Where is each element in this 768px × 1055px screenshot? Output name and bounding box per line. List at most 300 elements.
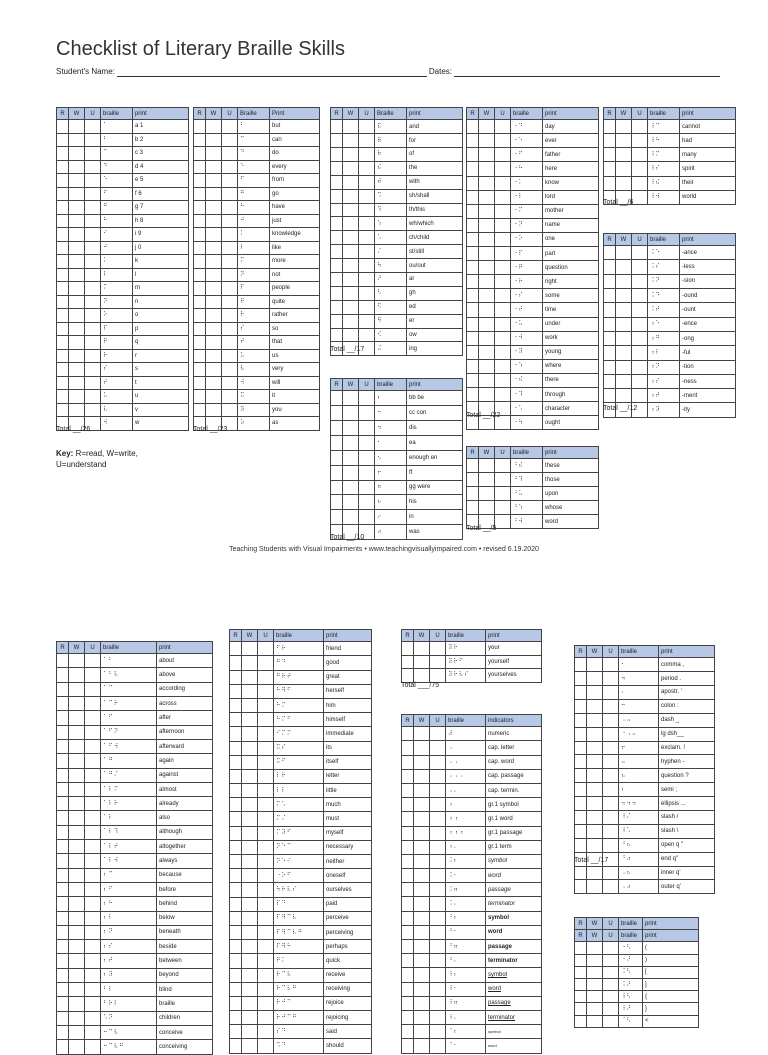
write-checkbox-cell[interactable] xyxy=(616,374,632,388)
read-checkbox-cell[interactable] xyxy=(57,268,69,282)
write-checkbox-cell[interactable] xyxy=(414,755,430,769)
read-checkbox-cell[interactable] xyxy=(575,1015,587,1027)
read-checkbox-cell[interactable] xyxy=(467,373,479,387)
read-checkbox-cell[interactable] xyxy=(230,1025,242,1039)
write-checkbox-cell[interactable] xyxy=(242,982,258,996)
write-checkbox-cell[interactable] xyxy=(414,642,430,656)
write-checkbox-cell[interactable] xyxy=(69,697,85,711)
read-checkbox-cell[interactable] xyxy=(230,727,242,741)
write-checkbox-cell[interactable] xyxy=(479,218,495,232)
write-checkbox-cell[interactable] xyxy=(69,711,85,725)
understand-checkbox-cell[interactable] xyxy=(603,699,619,713)
write-checkbox-cell[interactable] xyxy=(479,303,495,317)
understand-checkbox-cell[interactable] xyxy=(258,741,274,755)
understand-checkbox-cell[interactable] xyxy=(603,824,619,838)
understand-checkbox-cell[interactable] xyxy=(495,515,511,529)
read-checkbox-cell[interactable] xyxy=(57,725,69,739)
read-checkbox-cell[interactable] xyxy=(331,217,343,231)
read-checkbox-cell[interactable] xyxy=(402,1010,414,1024)
write-checkbox-cell[interactable] xyxy=(69,768,85,782)
understand-checkbox-cell[interactable] xyxy=(85,1025,101,1039)
write-checkbox-cell[interactable] xyxy=(343,120,359,134)
read-checkbox-cell[interactable] xyxy=(57,825,69,839)
write-checkbox-cell[interactable] xyxy=(242,883,258,897)
understand-checkbox-cell[interactable] xyxy=(258,855,274,869)
understand-checkbox-cell[interactable] xyxy=(430,826,446,840)
write-checkbox-cell[interactable] xyxy=(206,201,222,215)
write-checkbox-cell[interactable] xyxy=(343,406,359,421)
read-checkbox-cell[interactable] xyxy=(331,300,343,314)
read-checkbox-cell[interactable] xyxy=(402,954,414,968)
understand-checkbox-cell[interactable] xyxy=(430,798,446,812)
write-checkbox-cell[interactable] xyxy=(242,642,258,656)
write-checkbox-cell[interactable] xyxy=(479,373,495,387)
understand-checkbox-cell[interactable] xyxy=(222,295,238,309)
understand-checkbox-cell[interactable] xyxy=(85,797,101,811)
understand-checkbox-cell[interactable] xyxy=(632,360,648,374)
read-checkbox-cell[interactable] xyxy=(331,465,343,480)
read-checkbox-cell[interactable] xyxy=(230,897,242,911)
understand-checkbox-cell[interactable] xyxy=(359,495,375,510)
write-checkbox-cell[interactable] xyxy=(69,854,85,868)
understand-checkbox-cell[interactable] xyxy=(85,782,101,796)
write-checkbox-cell[interactable] xyxy=(69,840,85,854)
understand-checkbox-cell[interactable] xyxy=(258,656,274,670)
understand-checkbox-cell[interactable] xyxy=(85,754,101,768)
read-checkbox-cell[interactable] xyxy=(402,826,414,840)
read-checkbox-cell[interactable] xyxy=(57,782,69,796)
write-checkbox-cell[interactable] xyxy=(587,713,603,727)
read-checkbox-cell[interactable] xyxy=(467,289,479,303)
write-checkbox-cell[interactable] xyxy=(587,769,603,783)
write-checkbox-cell[interactable] xyxy=(414,840,430,854)
write-checkbox-cell[interactable] xyxy=(242,1025,258,1039)
write-checkbox-cell[interactable] xyxy=(414,783,430,797)
read-checkbox-cell[interactable] xyxy=(331,120,343,134)
understand-checkbox-cell[interactable] xyxy=(430,911,446,925)
write-checkbox-cell[interactable] xyxy=(69,983,85,997)
read-checkbox-cell[interactable] xyxy=(230,755,242,769)
write-checkbox-cell[interactable] xyxy=(343,480,359,495)
understand-checkbox-cell[interactable] xyxy=(603,838,619,852)
write-checkbox-cell[interactable] xyxy=(242,684,258,698)
read-checkbox-cell[interactable] xyxy=(230,826,242,840)
understand-checkbox-cell[interactable] xyxy=(258,1025,274,1039)
understand-checkbox-cell[interactable] xyxy=(85,682,101,696)
understand-checkbox-cell[interactable] xyxy=(222,160,238,174)
read-checkbox-cell[interactable] xyxy=(230,670,242,684)
write-checkbox-cell[interactable] xyxy=(343,450,359,465)
read-checkbox-cell[interactable] xyxy=(575,866,587,880)
read-checkbox-cell[interactable] xyxy=(402,869,414,883)
understand-checkbox-cell[interactable] xyxy=(430,655,446,669)
read-checkbox-cell[interactable] xyxy=(57,336,69,350)
read-checkbox-cell[interactable] xyxy=(467,317,479,331)
read-checkbox-cell[interactable] xyxy=(575,741,587,755)
read-checkbox-cell[interactable] xyxy=(57,363,69,377)
understand-checkbox-cell[interactable] xyxy=(430,1039,446,1053)
understand-checkbox-cell[interactable] xyxy=(632,120,648,134)
understand-checkbox-cell[interactable] xyxy=(85,968,101,982)
understand-checkbox-cell[interactable] xyxy=(603,966,619,978)
read-checkbox-cell[interactable] xyxy=(331,161,343,175)
understand-checkbox-cell[interactable] xyxy=(222,363,238,377)
write-checkbox-cell[interactable] xyxy=(479,359,495,373)
read-checkbox-cell[interactable] xyxy=(331,314,343,328)
write-checkbox-cell[interactable] xyxy=(206,255,222,269)
understand-checkbox-cell[interactable] xyxy=(85,403,101,417)
understand-checkbox-cell[interactable] xyxy=(495,373,511,387)
write-checkbox-cell[interactable] xyxy=(242,1011,258,1025)
read-checkbox-cell[interactable] xyxy=(402,940,414,954)
understand-checkbox-cell[interactable] xyxy=(258,940,274,954)
understand-checkbox-cell[interactable] xyxy=(632,303,648,317)
understand-checkbox-cell[interactable] xyxy=(495,345,511,359)
read-checkbox-cell[interactable] xyxy=(331,286,343,300)
write-checkbox-cell[interactable] xyxy=(414,954,430,968)
write-checkbox-cell[interactable] xyxy=(69,754,85,768)
read-checkbox-cell[interactable] xyxy=(57,997,69,1011)
understand-checkbox-cell[interactable] xyxy=(603,1015,619,1027)
read-checkbox-cell[interactable] xyxy=(575,658,587,672)
write-checkbox-cell[interactable] xyxy=(69,309,85,323)
read-checkbox-cell[interactable] xyxy=(230,812,242,826)
write-checkbox-cell[interactable] xyxy=(414,1025,430,1039)
understand-checkbox-cell[interactable] xyxy=(359,134,375,148)
understand-checkbox-cell[interactable] xyxy=(85,133,101,147)
understand-checkbox-cell[interactable] xyxy=(603,658,619,672)
write-checkbox-cell[interactable] xyxy=(69,897,85,911)
write-checkbox-cell[interactable] xyxy=(242,911,258,925)
understand-checkbox-cell[interactable] xyxy=(85,654,101,668)
write-checkbox-cell[interactable] xyxy=(69,911,85,925)
write-checkbox-cell[interactable] xyxy=(479,345,495,359)
write-checkbox-cell[interactable] xyxy=(479,289,495,303)
write-checkbox-cell[interactable] xyxy=(479,387,495,401)
understand-checkbox-cell[interactable] xyxy=(222,133,238,147)
write-checkbox-cell[interactable] xyxy=(343,231,359,245)
write-checkbox-cell[interactable] xyxy=(414,1010,430,1024)
understand-checkbox-cell[interactable] xyxy=(258,784,274,798)
read-checkbox-cell[interactable] xyxy=(331,147,343,161)
understand-checkbox-cell[interactable] xyxy=(603,713,619,727)
read-checkbox-cell[interactable] xyxy=(57,403,69,417)
understand-checkbox-cell[interactable] xyxy=(495,387,511,401)
understand-checkbox-cell[interactable] xyxy=(359,450,375,465)
read-checkbox-cell[interactable] xyxy=(467,162,479,176)
read-checkbox-cell[interactable] xyxy=(194,133,206,147)
write-checkbox-cell[interactable] xyxy=(587,954,603,966)
understand-checkbox-cell[interactable] xyxy=(359,314,375,328)
write-checkbox-cell[interactable] xyxy=(616,303,632,317)
understand-checkbox-cell[interactable] xyxy=(495,359,511,373)
write-checkbox-cell[interactable] xyxy=(69,654,85,668)
read-checkbox-cell[interactable] xyxy=(230,940,242,954)
read-checkbox-cell[interactable] xyxy=(604,148,616,162)
understand-checkbox-cell[interactable] xyxy=(603,769,619,783)
write-checkbox-cell[interactable] xyxy=(206,403,222,417)
read-checkbox-cell[interactable] xyxy=(230,840,242,854)
understand-checkbox-cell[interactable] xyxy=(85,840,101,854)
write-checkbox-cell[interactable] xyxy=(414,982,430,996)
read-checkbox-cell[interactable] xyxy=(57,968,69,982)
write-checkbox-cell[interactable] xyxy=(343,203,359,217)
understand-checkbox-cell[interactable] xyxy=(258,727,274,741)
write-checkbox-cell[interactable] xyxy=(69,797,85,811)
read-checkbox-cell[interactable] xyxy=(575,783,587,797)
read-checkbox-cell[interactable] xyxy=(575,824,587,838)
write-checkbox-cell[interactable] xyxy=(242,741,258,755)
write-checkbox-cell[interactable] xyxy=(616,289,632,303)
read-checkbox-cell[interactable] xyxy=(194,160,206,174)
read-checkbox-cell[interactable] xyxy=(194,268,206,282)
read-checkbox-cell[interactable] xyxy=(575,699,587,713)
read-checkbox-cell[interactable] xyxy=(402,883,414,897)
read-checkbox-cell[interactable] xyxy=(57,174,69,188)
write-checkbox-cell[interactable] xyxy=(479,473,495,487)
understand-checkbox-cell[interactable] xyxy=(495,303,511,317)
read-checkbox-cell[interactable] xyxy=(331,495,343,510)
read-checkbox-cell[interactable] xyxy=(467,359,479,373)
write-checkbox-cell[interactable] xyxy=(206,241,222,255)
understand-checkbox-cell[interactable] xyxy=(85,997,101,1011)
understand-checkbox-cell[interactable] xyxy=(603,991,619,1003)
understand-checkbox-cell[interactable] xyxy=(258,925,274,939)
write-checkbox-cell[interactable] xyxy=(69,925,85,939)
understand-checkbox-cell[interactable] xyxy=(603,755,619,769)
read-checkbox-cell[interactable] xyxy=(57,349,69,363)
write-checkbox-cell[interactable] xyxy=(206,295,222,309)
read-checkbox-cell[interactable] xyxy=(230,642,242,656)
understand-checkbox-cell[interactable] xyxy=(258,911,274,925)
write-checkbox-cell[interactable] xyxy=(587,727,603,741)
read-checkbox-cell[interactable] xyxy=(57,711,69,725)
understand-checkbox-cell[interactable] xyxy=(85,1040,101,1054)
understand-checkbox-cell[interactable] xyxy=(359,231,375,245)
read-checkbox-cell[interactable] xyxy=(230,684,242,698)
write-checkbox-cell[interactable] xyxy=(587,672,603,686)
read-checkbox-cell[interactable] xyxy=(402,755,414,769)
understand-checkbox-cell[interactable] xyxy=(359,510,375,525)
understand-checkbox-cell[interactable] xyxy=(85,940,101,954)
read-checkbox-cell[interactable] xyxy=(467,218,479,232)
understand-checkbox-cell[interactable] xyxy=(632,246,648,260)
write-checkbox-cell[interactable] xyxy=(587,991,603,1003)
understand-checkbox-cell[interactable] xyxy=(85,854,101,868)
write-checkbox-cell[interactable] xyxy=(69,295,85,309)
read-checkbox-cell[interactable] xyxy=(194,336,206,350)
write-checkbox-cell[interactable] xyxy=(343,510,359,525)
understand-checkbox-cell[interactable] xyxy=(258,769,274,783)
write-checkbox-cell[interactable] xyxy=(587,824,603,838)
read-checkbox-cell[interactable] xyxy=(57,1011,69,1025)
write-checkbox-cell[interactable] xyxy=(414,669,430,683)
write-checkbox-cell[interactable] xyxy=(587,755,603,769)
write-checkbox-cell[interactable] xyxy=(69,282,85,296)
write-checkbox-cell[interactable] xyxy=(587,838,603,852)
write-checkbox-cell[interactable] xyxy=(69,782,85,796)
write-checkbox-cell[interactable] xyxy=(587,741,603,755)
understand-checkbox-cell[interactable] xyxy=(222,201,238,215)
write-checkbox-cell[interactable] xyxy=(206,309,222,323)
write-checkbox-cell[interactable] xyxy=(69,376,85,390)
read-checkbox-cell[interactable] xyxy=(604,374,616,388)
write-checkbox-cell[interactable] xyxy=(343,245,359,259)
understand-checkbox-cell[interactable] xyxy=(85,897,101,911)
write-checkbox-cell[interactable] xyxy=(242,670,258,684)
understand-checkbox-cell[interactable] xyxy=(258,642,274,656)
understand-checkbox-cell[interactable] xyxy=(632,148,648,162)
understand-checkbox-cell[interactable] xyxy=(495,487,511,501)
write-checkbox-cell[interactable] xyxy=(616,120,632,134)
understand-checkbox-cell[interactable] xyxy=(85,882,101,896)
write-checkbox-cell[interactable] xyxy=(343,465,359,480)
understand-checkbox-cell[interactable] xyxy=(85,174,101,188)
read-checkbox-cell[interactable] xyxy=(604,389,616,403)
read-checkbox-cell[interactable] xyxy=(194,174,206,188)
write-checkbox-cell[interactable] xyxy=(616,317,632,331)
write-checkbox-cell[interactable] xyxy=(206,268,222,282)
write-checkbox-cell[interactable] xyxy=(414,741,430,755)
understand-checkbox-cell[interactable] xyxy=(495,331,511,345)
write-checkbox-cell[interactable] xyxy=(69,147,85,161)
read-checkbox-cell[interactable] xyxy=(230,698,242,712)
understand-checkbox-cell[interactable] xyxy=(603,866,619,880)
write-checkbox-cell[interactable] xyxy=(242,968,258,982)
read-checkbox-cell[interactable] xyxy=(467,190,479,204)
understand-checkbox-cell[interactable] xyxy=(495,232,511,246)
read-checkbox-cell[interactable] xyxy=(194,295,206,309)
understand-checkbox-cell[interactable] xyxy=(632,289,648,303)
write-checkbox-cell[interactable] xyxy=(414,826,430,840)
write-checkbox-cell[interactable] xyxy=(479,331,495,345)
understand-checkbox-cell[interactable] xyxy=(85,811,101,825)
understand-checkbox-cell[interactable] xyxy=(359,300,375,314)
write-checkbox-cell[interactable] xyxy=(479,247,495,261)
understand-checkbox-cell[interactable] xyxy=(258,698,274,712)
write-checkbox-cell[interactable] xyxy=(206,133,222,147)
write-checkbox-cell[interactable] xyxy=(69,882,85,896)
read-checkbox-cell[interactable] xyxy=(57,868,69,882)
understand-checkbox-cell[interactable] xyxy=(603,1003,619,1015)
write-checkbox-cell[interactable] xyxy=(343,217,359,231)
read-checkbox-cell[interactable] xyxy=(467,331,479,345)
write-checkbox-cell[interactable] xyxy=(479,190,495,204)
read-checkbox-cell[interactable] xyxy=(57,133,69,147)
read-checkbox-cell[interactable] xyxy=(331,231,343,245)
understand-checkbox-cell[interactable] xyxy=(359,120,375,134)
write-checkbox-cell[interactable] xyxy=(479,317,495,331)
read-checkbox-cell[interactable] xyxy=(575,942,587,954)
understand-checkbox-cell[interactable] xyxy=(85,147,101,161)
read-checkbox-cell[interactable] xyxy=(57,983,69,997)
read-checkbox-cell[interactable] xyxy=(467,134,479,148)
read-checkbox-cell[interactable] xyxy=(331,510,343,525)
write-checkbox-cell[interactable] xyxy=(206,336,222,350)
read-checkbox-cell[interactable] xyxy=(467,473,479,487)
read-checkbox-cell[interactable] xyxy=(57,940,69,954)
read-checkbox-cell[interactable] xyxy=(331,450,343,465)
read-checkbox-cell[interactable] xyxy=(194,255,206,269)
read-checkbox-cell[interactable] xyxy=(57,309,69,323)
understand-checkbox-cell[interactable] xyxy=(85,983,101,997)
understand-checkbox-cell[interactable] xyxy=(430,783,446,797)
understand-checkbox-cell[interactable] xyxy=(258,968,274,982)
understand-checkbox-cell[interactable] xyxy=(495,162,511,176)
understand-checkbox-cell[interactable] xyxy=(258,897,274,911)
write-checkbox-cell[interactable] xyxy=(242,784,258,798)
read-checkbox-cell[interactable] xyxy=(402,854,414,868)
read-checkbox-cell[interactable] xyxy=(194,363,206,377)
read-checkbox-cell[interactable] xyxy=(57,654,69,668)
write-checkbox-cell[interactable] xyxy=(343,134,359,148)
read-checkbox-cell[interactable] xyxy=(230,855,242,869)
read-checkbox-cell[interactable] xyxy=(604,260,616,274)
read-checkbox-cell[interactable] xyxy=(230,741,242,755)
write-checkbox-cell[interactable] xyxy=(587,978,603,990)
write-checkbox-cell[interactable] xyxy=(69,668,85,682)
understand-checkbox-cell[interactable] xyxy=(258,869,274,883)
write-checkbox-cell[interactable] xyxy=(242,769,258,783)
read-checkbox-cell[interactable] xyxy=(402,769,414,783)
understand-checkbox-cell[interactable] xyxy=(222,241,238,255)
write-checkbox-cell[interactable] xyxy=(69,825,85,839)
write-checkbox-cell[interactable] xyxy=(587,810,603,824)
write-checkbox-cell[interactable] xyxy=(69,868,85,882)
understand-checkbox-cell[interactable] xyxy=(430,968,446,982)
understand-checkbox-cell[interactable] xyxy=(359,217,375,231)
understand-checkbox-cell[interactable] xyxy=(258,982,274,996)
understand-checkbox-cell[interactable] xyxy=(359,189,375,203)
understand-checkbox-cell[interactable] xyxy=(495,190,511,204)
write-checkbox-cell[interactable] xyxy=(69,403,85,417)
write-checkbox-cell[interactable] xyxy=(587,966,603,978)
write-checkbox-cell[interactable] xyxy=(616,134,632,148)
read-checkbox-cell[interactable] xyxy=(194,214,206,228)
read-checkbox-cell[interactable] xyxy=(575,685,587,699)
write-checkbox-cell[interactable] xyxy=(242,713,258,727)
write-checkbox-cell[interactable] xyxy=(479,232,495,246)
understand-checkbox-cell[interactable] xyxy=(222,282,238,296)
read-checkbox-cell[interactable] xyxy=(194,147,206,161)
read-checkbox-cell[interactable] xyxy=(57,1025,69,1039)
understand-checkbox-cell[interactable] xyxy=(495,289,511,303)
write-checkbox-cell[interactable] xyxy=(414,883,430,897)
understand-checkbox-cell[interactable] xyxy=(222,336,238,350)
read-checkbox-cell[interactable] xyxy=(402,783,414,797)
write-checkbox-cell[interactable] xyxy=(206,160,222,174)
student-name-field[interactable] xyxy=(117,67,427,77)
write-checkbox-cell[interactable] xyxy=(242,940,258,954)
read-checkbox-cell[interactable] xyxy=(57,147,69,161)
understand-checkbox-cell[interactable] xyxy=(359,175,375,189)
understand-checkbox-cell[interactable] xyxy=(495,501,511,515)
understand-checkbox-cell[interactable] xyxy=(359,245,375,259)
read-checkbox-cell[interactable] xyxy=(57,882,69,896)
read-checkbox-cell[interactable] xyxy=(331,480,343,495)
read-checkbox-cell[interactable] xyxy=(331,406,343,421)
write-checkbox-cell[interactable] xyxy=(242,869,258,883)
write-checkbox-cell[interactable] xyxy=(242,755,258,769)
read-checkbox-cell[interactable] xyxy=(194,309,206,323)
read-checkbox-cell[interactable] xyxy=(230,713,242,727)
understand-checkbox-cell[interactable] xyxy=(632,274,648,288)
write-checkbox-cell[interactable] xyxy=(343,328,359,342)
understand-checkbox-cell[interactable] xyxy=(258,755,274,769)
read-checkbox-cell[interactable] xyxy=(57,697,69,711)
write-checkbox-cell[interactable] xyxy=(414,727,430,741)
understand-checkbox-cell[interactable] xyxy=(495,275,511,289)
